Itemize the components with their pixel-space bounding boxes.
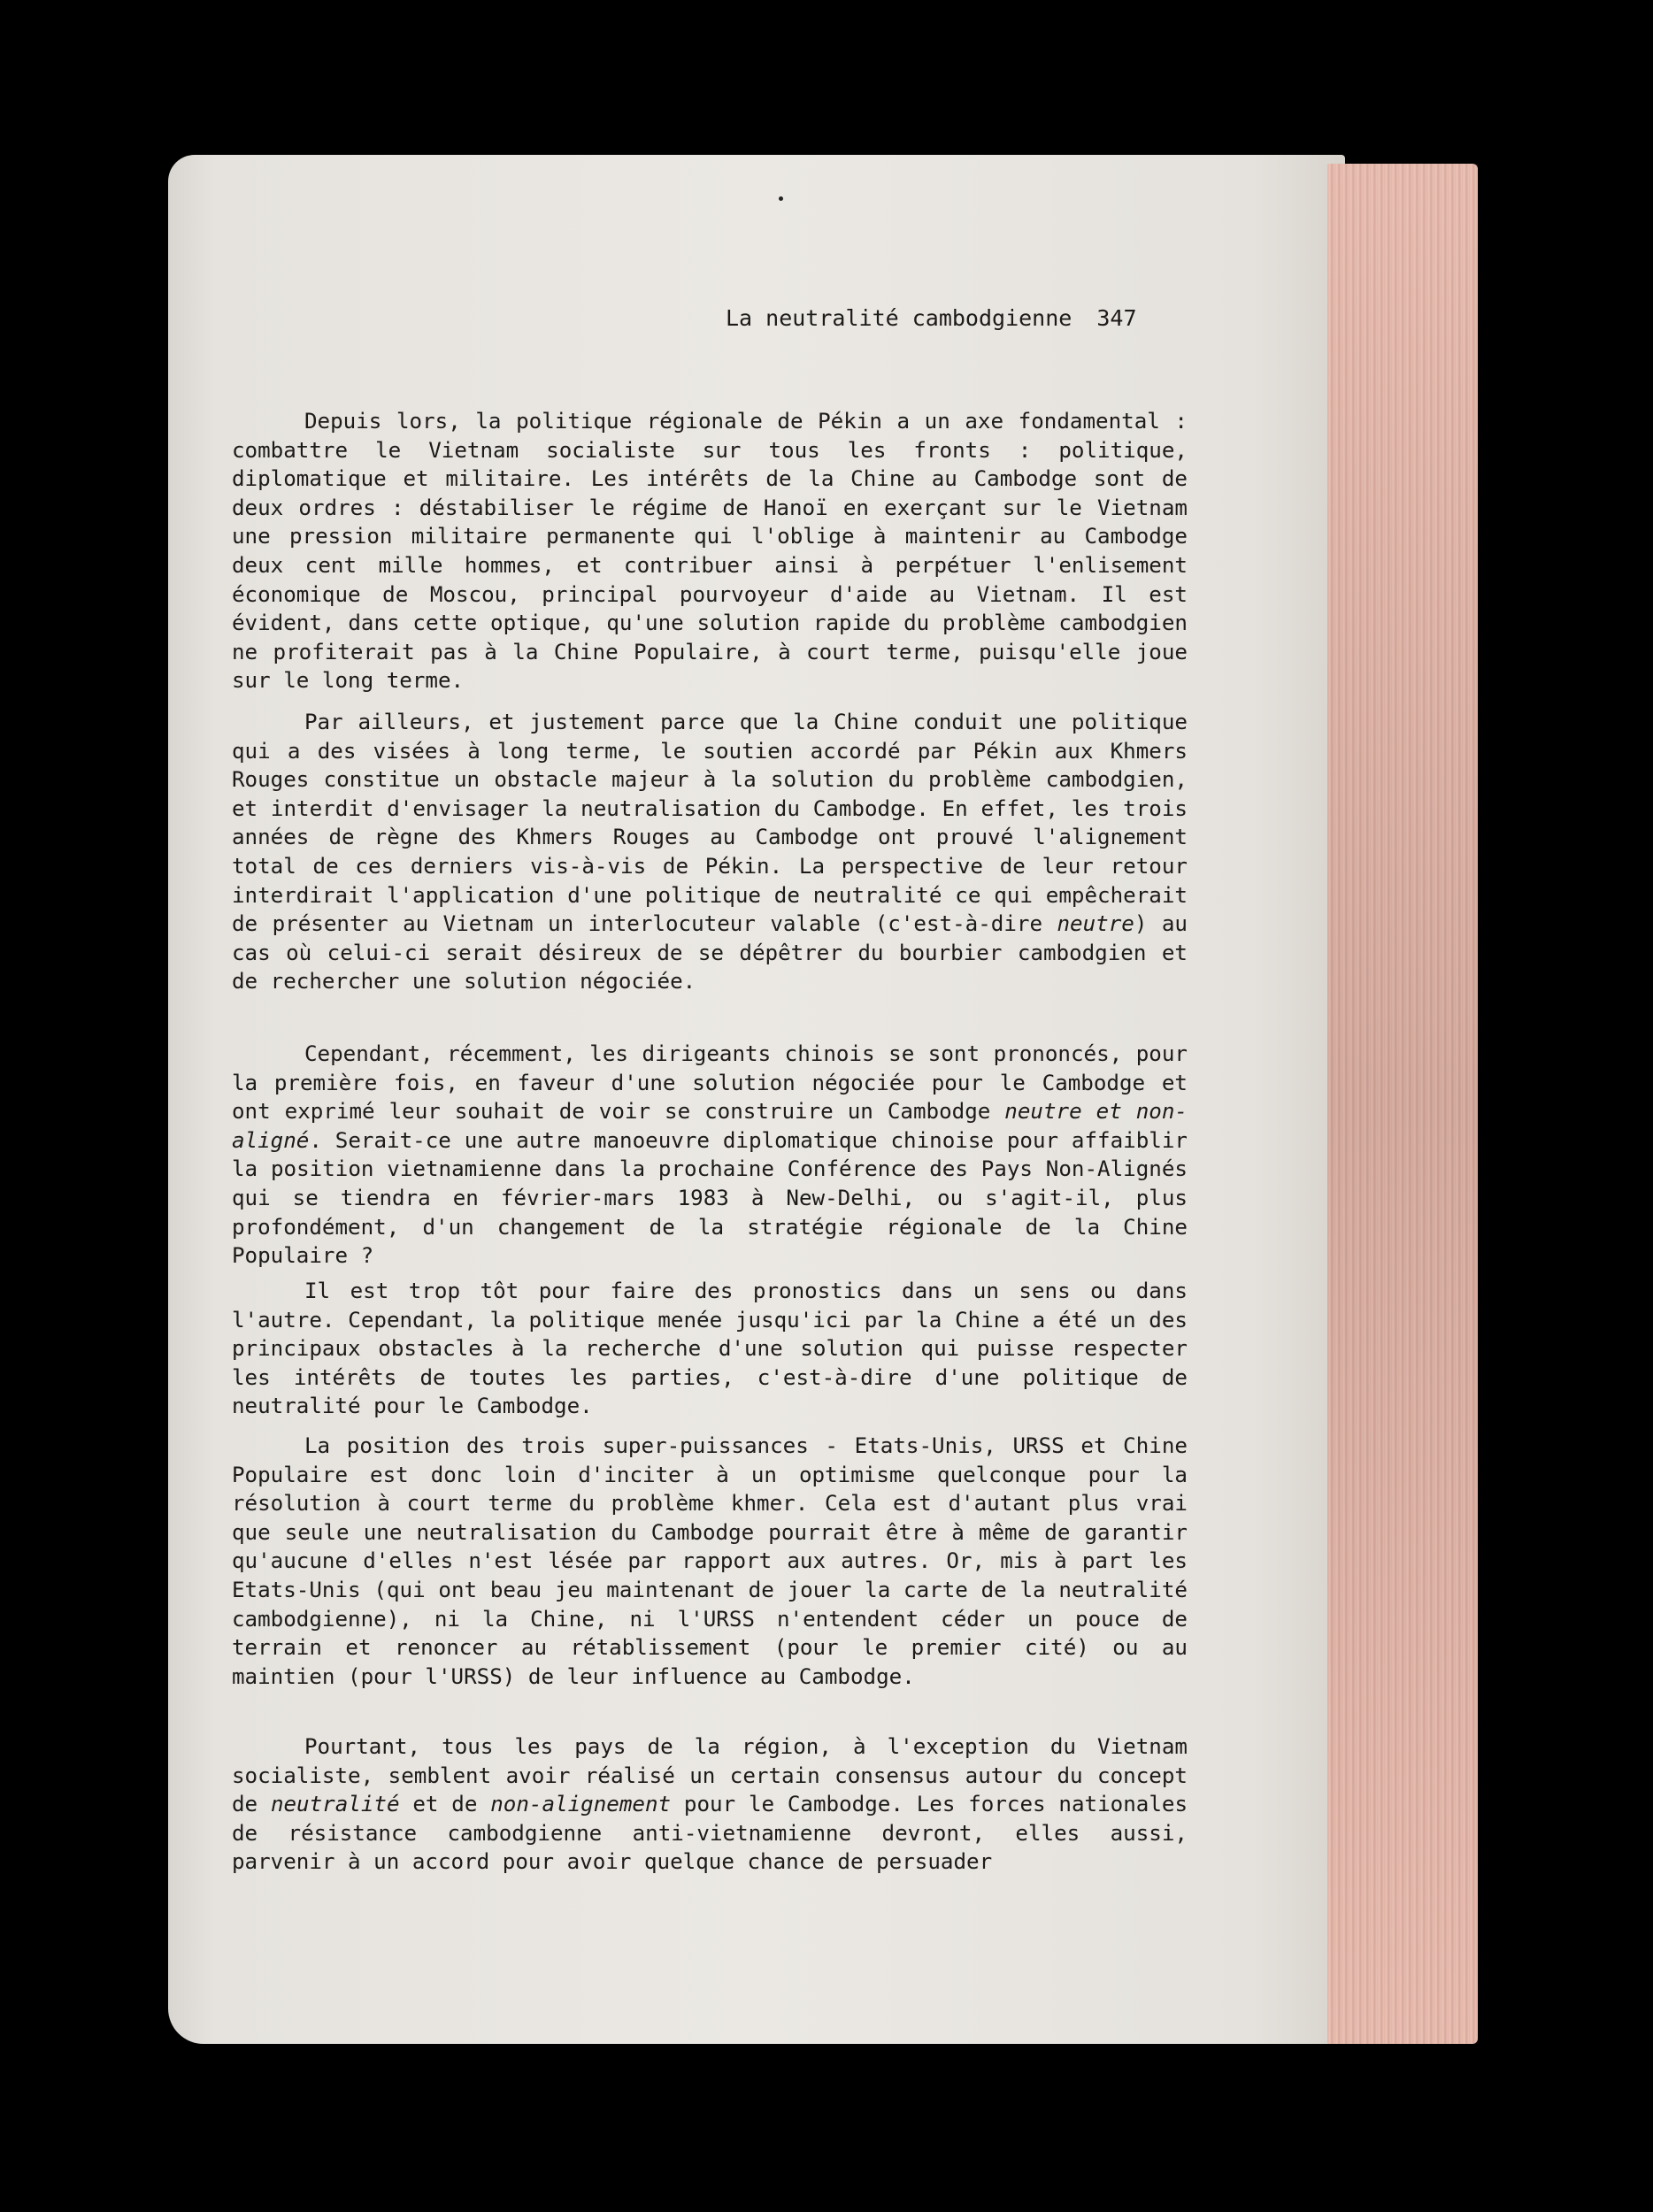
paragraph-text: Cependant, récemment, les dirigeants chinois se sont prononcés, pour la première fois, en faveur d'une solution négociée pour le Cambodge et ont exprimé leur souhait de voir se construire un Cambodge [232, 1041, 1188, 1125]
italic-text: neutre et non-aligné [232, 1099, 1188, 1153]
paragraph-text: . Serait-ce une autre manoeuvre diplomatique chinoise pour affaiblir la position vietnamienne dans la prochaine Conférence des Pays Non-Alignés qui se tiendra en février-mars 1983 à New-Delhi, ou s'agit-il, plus profondément, d'un changement de la stratégie régionale de la Chine Populaire ? [232, 1127, 1188, 1269]
paragraph-text: La position des trois super-puissances - Etats-Unis, URSS et Chine Populaire est donc loin d'inciter à un optimisme quelconque pour la résolution à court terme du problème khmer. Cela est d'autant plus vrai que seule une neutralisation du Cambodge pourrait être à même de garantir qu'aucune d'elles n'est lésée par rapport aux autres. Or, mis à part les Etats-Unis (qui ont beau jeu maintenant de jouer la carte de la neutralité cambodgienne), ni la Chine, ni l'URSS n'entendent céder un pouce de terrain et renoncer au rétablissement (pour le premier cité) ou au maintien (pour l'URSS) de leur influence au Cambodge. [232, 1433, 1188, 1689]
paragraph [232, 407, 1188, 695]
paragraph-text: Pourtant, tous les pays de la région, à l'exception du Vietnam socialiste, semblent avoir réalisé un certain consensus autour du concept de [232, 1734, 1188, 1817]
paragraph-text: ) au cas où celui-ci serait désireux de se dépêtrer du bourbier cambodgien et de rechercher une solution négociée. [232, 911, 1188, 995]
paragraph [232, 1277, 1188, 1421]
paragraph [232, 1432, 1188, 1691]
italic-text: non-alignement [490, 1792, 672, 1817]
ink-speck [779, 196, 783, 201]
paragraph-text: et de [399, 1792, 491, 1817]
page-number: 347 [1096, 305, 1137, 331]
running-title: La neutralité cambodgienne [726, 305, 1073, 331]
paragraph-text: Il est trop tôt pour faire des pronostics dans un sens ou dans l'autre. Cependant, la politique menée jusqu'ici par la Chine a été un des principaux obstacles à la recherche d'une solution qui puisse respecter les intérêts de toutes les parties, c'est-à-dire d'une politique de neutralité pour le Cambodge. [232, 1279, 1188, 1419]
italic-text: neutre [1057, 911, 1134, 937]
paragraph-text: Par ailleurs, et justement parce que la Chine conduit une politique qui a des visées à long terme, le soutien accordé par Pékin aux Khmers Rouges constitue un obstacle majeur à la solution du problème cambodgien, et interdit d'envisager la neutralisation du Cambodge. En effet, les trois années de règne des Khmers Rouges au Cambodge ont prouvé l'alignement total de ces derniers vis-à-vis de Pékin. La perspective de leur retour interdirait l'application d'une politique de neutralité ce qui empêcherait de présenter au Vietnam un interlocuteur valable (c'est-à-dire [232, 710, 1188, 937]
paragraph [232, 1040, 1188, 1271]
paragraph-text: Depuis lors, la politique régionale de Pékin a un axe fondamental : combattre le Vietnam socialiste sur tous les fronts : politique, diplomatique et militaire. Les intérêts de la Chine au Cambodge sont de deux ordres : déstabiliser le régime de Hanoï en exerçant sur le Vietnam une pression militaire permanente qui l'oblige à maintenir au Cambodge deux cent mille hommes, et contribuer ainsi à perpétuer l'enlisement économique de Moscou, principal pourvoyeur d'aide au Vietnam. Il est évident, dans cette optique, qu'une solution rapide du problème cambodgien ne profiterait pas à la Chine Populaire, à court terme, puisqu'elle joue sur le long terme. [232, 409, 1188, 694]
paragraph-text: pour le Cambodge. Les forces nationales de résistance cambodgienne anti-vietnamienne devront, elles aussi, parvenir à un accord pour avoir quelque chance de persuader [232, 1792, 1188, 1875]
italic-text: neutralité [270, 1792, 400, 1817]
running-header [726, 305, 1137, 331]
paragraph [232, 1732, 1188, 1877]
paragraph [232, 708, 1188, 996]
